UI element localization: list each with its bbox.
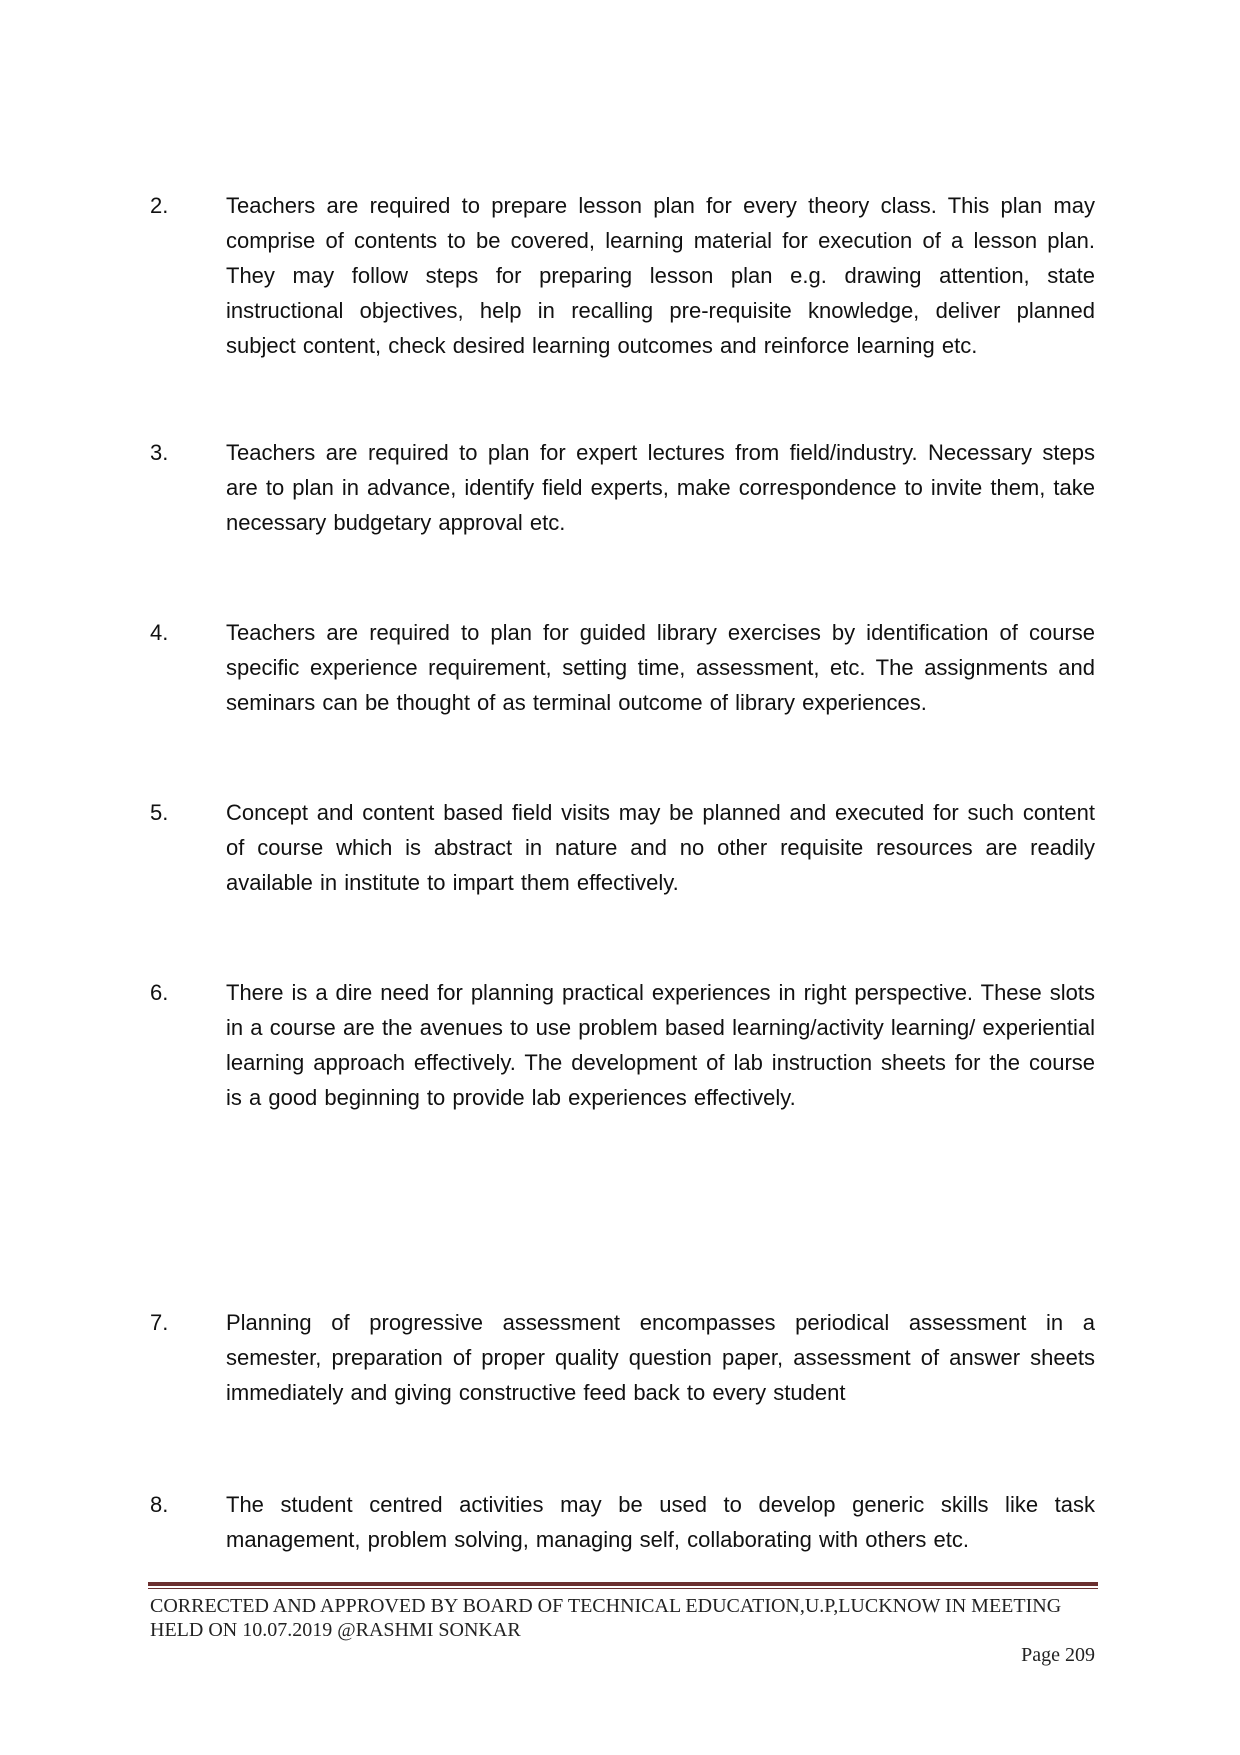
footer-divider — [148, 1582, 1098, 1586]
list-item-number: 2. — [150, 193, 169, 218]
list-item-text: Teachers are required to plan for expert lectures from field/industry. Necessary steps are to plan in advance, identify field experts, make correspondence to invite them, take necessary budgetary approval etc. — [226, 440, 1095, 535]
list-item-number: 8. — [150, 1492, 169, 1517]
list-item — [150, 435, 1095, 540]
list-item-text: There is a dire need for planning practical experiences in right perspective. These slots in a course are the avenues to use problem based learning/activity learning/ experiential learning approach effectively. The development of lab instruction sheets for the course is a good beginning to provide lab experiences effectively. — [226, 980, 1095, 1110]
list-item-text: Teachers are required to prepare lesson plan for every theory class. This plan may comprise of contents to be covered, learning material for execution of a lesson plan. They may follow steps for preparing lesson plan e.g. drawing attention, state instructional objectives, help in recalling pre-requisite knowledge, deliver planned subject content, check desired learning outcomes and reinforce learning etc. — [226, 193, 1095, 358]
list-item-number: 5. — [150, 800, 169, 825]
list-item — [150, 188, 1095, 363]
list-item-number: 7. — [150, 1310, 169, 1335]
page-number: Page 209 — [1021, 1644, 1095, 1666]
list-item — [150, 1487, 1095, 1557]
list-item-text: Planning of progressive assessment encompasses periodical assessment in a semester, preparation of proper quality question paper, assessment of answer sheets immediately and giving constructive feed back to every student — [226, 1310, 1095, 1405]
list-item-number: 3. — [150, 440, 169, 465]
list-item — [150, 615, 1095, 720]
list-item-text: Concept and content based field visits may be planned and executed for such content of course which is abstract in nature and no other requisite resources are readily available in institute to impart them effectively. — [226, 800, 1095, 895]
footer-approval-text: CORRECTED AND APPROVED BY BOARD OF TECHNICAL EDUCATION,U.P,LUCKNOW IN MEETING HELD ON 10.07.2019 @RASHMI SONKAR — [150, 1595, 1062, 1641]
list-item-number: 4. — [150, 620, 169, 645]
list-item-text: The student centred activities may be used to develop generic skills like task management, problem solving, managing self, collaborating with others etc. — [226, 1492, 1095, 1552]
list-item — [150, 795, 1095, 900]
list-item-number: 6. — [150, 980, 169, 1005]
list-item — [150, 975, 1095, 1115]
footer-divider-thin — [148, 1588, 1098, 1589]
list-item-text: Teachers are required to plan for guided library exercises by identification of course specific experience requirement, setting time, assessment, etc. The assignments and seminars can be thought of as terminal outcome of library experiences. — [226, 620, 1095, 715]
list-item — [150, 1305, 1095, 1410]
